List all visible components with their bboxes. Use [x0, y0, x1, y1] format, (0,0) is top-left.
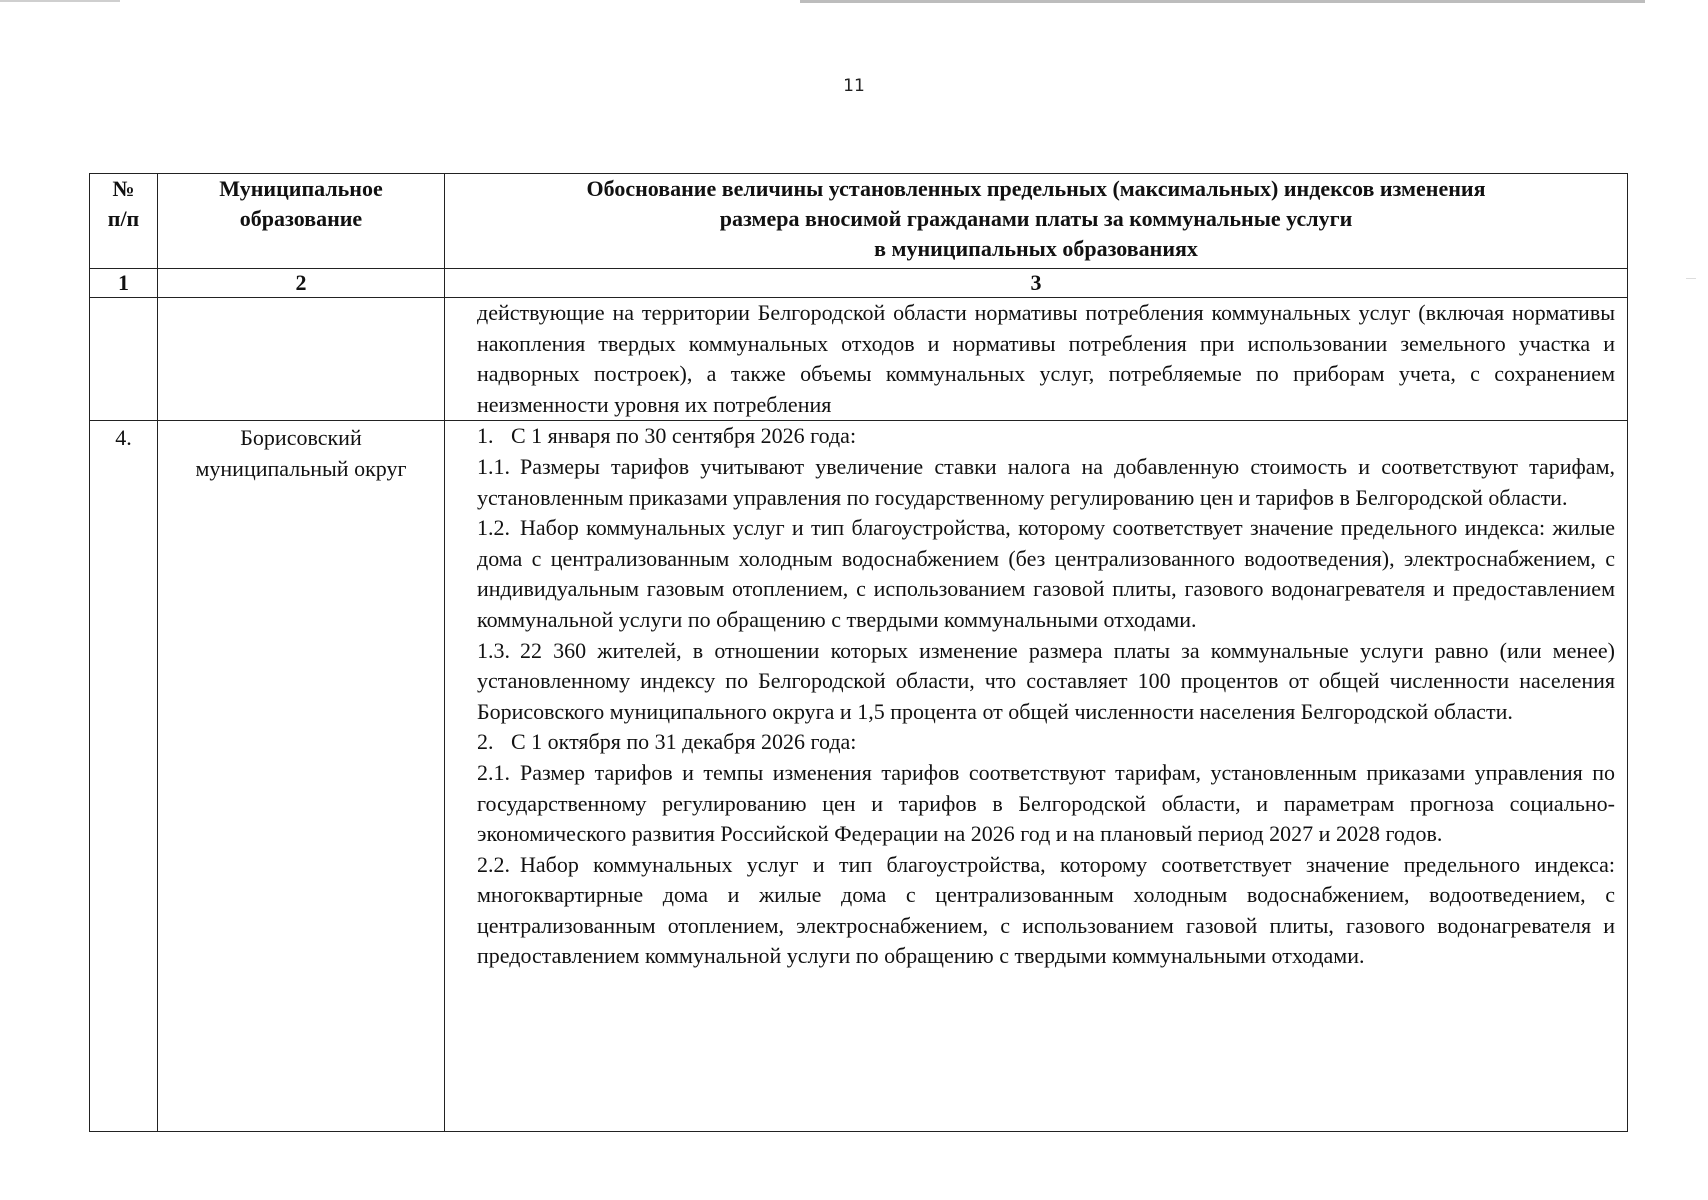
column-number: 1: [90, 269, 158, 298]
table-header-row: [90, 174, 1628, 269]
justification-cell: [445, 421, 1628, 1132]
table-row-continuation: [90, 298, 1628, 421]
period-1-title: 1. С 1 января по 30 сентября 2026 года:: [477, 423, 857, 449]
row-number-cell: [90, 298, 158, 421]
municipality-name: Борисовский: [240, 425, 362, 451]
scan-edge-line: [0, 0, 120, 2]
continuation-text: действующие на территории Белгородской области нормативы потребления коммунальных услуг (включая нормативы накопления твердых коммунальных отходов и нормативы потребления при использовании земельного участка и надворных построек), а также объемы коммунальных услуг, потребляемые по приборам учета, с сохранением неизменности уровня их потребления: [477, 300, 1615, 417]
municipality-type: муниципальный округ: [195, 455, 407, 481]
scan-artifact: [1686, 278, 1696, 279]
row-number-cell: 4.: [90, 421, 158, 1132]
municipality-cell: [158, 421, 445, 1132]
item-2-1: 2.1. Размер тарифов и темпы изменения тарифов соответствуют тарифам, установленным приказами управления по государственному регулированию цен и тарифов в Белгородской области, и параметрам прогноза социально-экономического развития Российской Федерации на 2026 год и на плановый период 2027 и 2028 годов.: [477, 759, 1615, 847]
period-2-title: 2. С 1 октября по 31 декабря 2026 года:: [477, 729, 857, 755]
justification-table: [89, 173, 1628, 1132]
page-number: 11: [843, 76, 865, 96]
item-1-3: 1.3. 22 360 жителей, в отношении которых изменение размера платы за коммунальные услуги равно (или менее) установленному индексу по Белгородской области, что составляет 100 процентов от общей численности населения Борисовского муниципального округа и 1,5 процента от общей численности населения Белгородской области.: [477, 637, 1615, 724]
scan-edge-line: [800, 0, 1645, 3]
item-1-2: 1.2. Набор коммунальных услуг и тип благоустройства, которому соответствует значение предельного индекса: жилые дома с централизованным холодным водоснабжением (без централизованного водоотведения), электроснабжением, с индивидуальным газовым отоплением, с использованием газовой плиты, газового водонагревателя и предоставлением коммунальной услуги по обращению с твердыми коммунальными отходами.: [477, 515, 1615, 632]
header-justification-column: Обоснование величины установленных предельных (максимальных) индексов изменения размера вносимой гражданами платы за коммунальные услуги в муниципальных образованиях: [445, 174, 1628, 269]
item-2-2: 2.2. Набор коммунальных услуг и тип благоустройства, которому соответствует значение предельного индекса: многоквартирные дома и жилые дома с централизованным холодным водоснабжением, водоотведением, с централизованным отоплением, электроснабжением, с использованием газовой плиты, газового водонагревателя и предоставлением коммунальной услуги по обращению с твердыми коммунальными отходами.: [477, 851, 1615, 969]
column-number: 3: [445, 269, 1628, 298]
header-number-column: № п/п: [90, 174, 158, 269]
column-number-row: [90, 269, 1628, 298]
item-1-1: 1.1. Размеры тарифов учитывают увеличение ставки налога на добавленную стоимость и соответствуют тарифам, установленным приказами управления по государственному регулированию цен и тарифов в Белгородской области.: [477, 453, 1615, 510]
justification-cell: [445, 298, 1628, 421]
header-municipality-column: Муниципальное образование: [158, 174, 445, 269]
municipality-cell: [158, 298, 445, 421]
column-number: 2: [158, 269, 445, 298]
table-row-borisovsky: [90, 421, 1628, 1132]
